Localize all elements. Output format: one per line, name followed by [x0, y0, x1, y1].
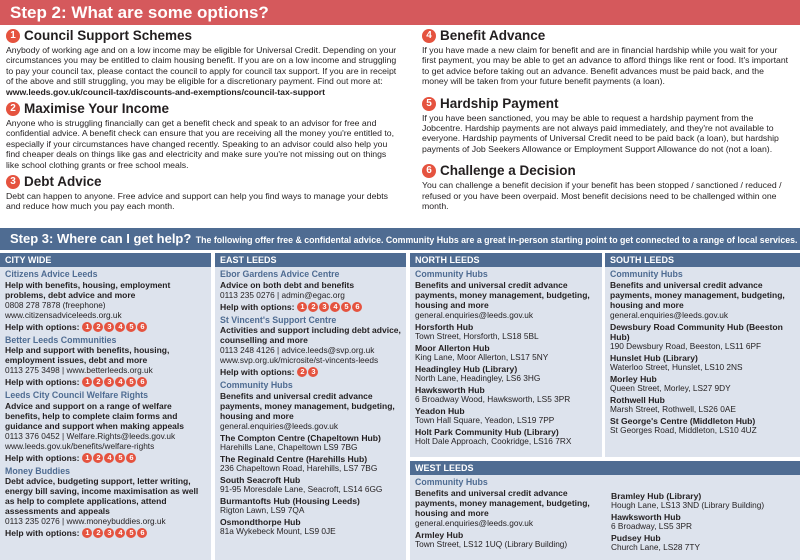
south-leeds-list [605, 267, 800, 436]
west-leeds-left [410, 475, 606, 554]
region-header: CITY WIDE [0, 253, 211, 267]
hub-name: The Compton Centre (Chapeltown Hub) [220, 432, 381, 443]
option-text: Anyone who is struggling financially can get a benefit check and speak to an advisor for free and confidential advice. A benefit check can ensure that you are receiving all the money you're entitled to, especially if your circumstances have changed recently. Speaking to an advisor could also help you find cheaper deals on things like gas and electricity and make sure you're not missing out on things like school clothing grants or free school meals. [6, 118, 395, 170]
help-with-options [5, 527, 206, 539]
hub-address: Rigton Lawn, LS9 7QA [220, 505, 305, 516]
hub-name: Headingley Hub (Library) [415, 363, 518, 374]
hub-address: Town Hall Square, Yeadon, LS19 7PP [415, 415, 555, 426]
hub-name: Moor Allerton Hub [415, 342, 490, 353]
community-hub [415, 406, 597, 426]
community-hub [220, 475, 401, 495]
option-badge: 2 [93, 528, 103, 538]
organisation-contact: 0113 376 0452 | Welfare.Rights@leeds.gov.uk [5, 430, 176, 441]
hub-name: Horsforth Hub [415, 321, 474, 332]
organisation-description: Help with benefits, housing, employment problems, debt advice and more [5, 279, 171, 300]
organisation-entry [415, 269, 597, 320]
north-leeds-panel [410, 253, 602, 457]
option-badge: 5 [126, 377, 136, 387]
option-badge: 5 [341, 302, 351, 312]
hub-address: 6 Broadway Wood, Hawksworth, LS5 3PR [415, 394, 571, 405]
help-with-label: Help with options: [5, 377, 80, 387]
north-leeds-list [410, 267, 602, 447]
organisation-contact: 0113 248 4126 | advice.leeds@svp.org.uk [220, 345, 375, 355]
organisation-contact: 0113 235 0276 | admin@egac.org [220, 289, 345, 300]
option-badge: 1 [82, 377, 92, 387]
organisation-description: Help and support with benefits, housing, employment issues, debt and more [5, 345, 170, 365]
organisation-description: Activities and support including debt advice, counselling and more [220, 325, 401, 345]
hub-address: Queen Street, Morley, LS27 9DY [610, 383, 731, 394]
hub-name: St George's Centre (Middleton Hub) [610, 416, 756, 427]
organisation-contact: 0808 278 7878 (freephone) [5, 299, 106, 310]
option-text: Anybody of working age and on a low income may be eligible for Universal Credit. Depending on your circumstances you may be entitled to claim housing benefit. If you are on a low income and struggling to pay your council tax, please contact the council to apply for council tax support. If you are in receipt of the above and still struggling, you may be eligible for a discretionary payment. Find out more at: [6, 45, 397, 87]
option-badge: 5 [126, 322, 136, 332]
organisation-description: Benefits and universal credit advance payments, money management, budgeting, housing and more [610, 279, 785, 310]
organisation-name: Better Leeds Communities [5, 334, 117, 345]
hub-address: Church Lane, LS28 7TY [611, 542, 701, 553]
organisation-entry [5, 390, 206, 464]
hub-name: Armley Hub [415, 529, 464, 540]
organisation-description: Benefits and universal credit advance payments, money management, budgeting, housing and more [415, 279, 590, 310]
option-badge: 1 [297, 302, 307, 312]
region-header: WEST LEEDS [410, 461, 800, 475]
option-badge: 3 [104, 322, 114, 332]
organisation-name: Leeds City Council Welfare Rights [5, 390, 149, 400]
option-badge: 2 [297, 367, 307, 377]
hub-name: Pudsey Hub [611, 533, 661, 544]
option-title-text: Benefit Advance [440, 28, 546, 43]
hub-name: Burmantofts Hub (Housing Leeds) [220, 495, 360, 506]
hub-address: 81a Wykebeck Mount, LS9 0JE [220, 526, 336, 537]
option-link[interactable]: www.leeds.gov.uk/council-tax/discounts-and-exemptions/council-tax-support [6, 86, 326, 97]
option-badge: 6 [137, 377, 147, 387]
community-hub [220, 517, 401, 537]
option-text: Debt can happen to anyone. Free advice and support can help you find ways to manage your debts and reduce how much you pay each month. [6, 191, 389, 212]
community-hub [610, 395, 795, 415]
hub-address: Holt Dale Approach, Cookridge, LS16 7RX [415, 436, 572, 447]
hub-name: Hawksworth Hub [611, 512, 681, 523]
option-badge: 1 [82, 528, 92, 538]
option-1 [6, 28, 401, 97]
help-with-label: Help with options: [5, 321, 80, 332]
option-badge: 4 [330, 302, 340, 312]
city-wide-list [0, 267, 211, 539]
option-title [6, 174, 401, 190]
option-number-badge: 5 [422, 97, 436, 111]
option-badge: 5 [126, 528, 136, 538]
help-with-options [220, 301, 401, 313]
hub-address: Harehills Lane, Chapeltown LS9 7BG [220, 441, 358, 452]
help-with-label: Help with options: [5, 528, 80, 538]
option-badge: 3 [104, 528, 114, 538]
community-hub [415, 385, 597, 405]
organisation-name: Community Hubs [220, 380, 293, 390]
organisation-name: Money Buddies [5, 465, 71, 476]
community-hub [611, 533, 795, 553]
community-hub [415, 343, 597, 363]
hub-address: Town Street, Horsforth, LS18 5BL [415, 330, 539, 341]
help-with-options [5, 321, 206, 333]
region-header: EAST LEEDS [215, 253, 406, 267]
help-with-options [5, 452, 206, 464]
option-badge: 3 [319, 302, 329, 312]
option-badge: 2 [93, 453, 103, 463]
community-hub [611, 512, 795, 532]
organisation-entry [415, 477, 601, 528]
organisation-description: Advice on both debt and benefits [220, 279, 355, 290]
hub-address: Waterloo Street, Hunslet, LS10 2NS [610, 362, 743, 373]
organisation-name: Ebor Gardens Advice Centre [220, 269, 340, 279]
option-title [6, 28, 401, 44]
option-number-badge: 4 [422, 29, 436, 43]
hub-name: South Seacroft Hub [220, 474, 301, 485]
west-leeds-columns [410, 475, 800, 554]
help-with-options [5, 376, 206, 388]
option-badge: 2 [93, 377, 103, 387]
option-badge: 6 [352, 302, 362, 312]
organisation-contact: general.enquiries@leeds.gov.uk [415, 517, 534, 528]
east-leeds-panel [215, 253, 406, 560]
organisation-contact: www.citizensadviceleeds.org.uk [5, 309, 122, 320]
option-title-text: Maximise Your Income [24, 101, 170, 117]
hub-name: Dewsbury Road Community Hub (Beeston Hub) [610, 321, 783, 342]
organisation-entry [5, 466, 206, 540]
hub-name: Hunslet Hub (Library) [610, 352, 698, 363]
organisation-entry [220, 380, 401, 431]
organisation-name: Community Hubs [415, 477, 488, 487]
option-text: If you have been sanctioned, you may be able to request a hardship payment from the Jobcentre. Hardship payments are not always paid immediately, and they're not available to everyone. Hardship payments of Universal Credit need to be paid back (a loan), but hardship payments of Job Seekers Allowance or Employment Support Allowance do not (not a loan). [422, 112, 779, 154]
option-badge: 3 [308, 367, 318, 377]
organisation-contact: www.svp.org.uk/microsite/st-vincents-leeds [220, 355, 379, 365]
option-badge: 6 [137, 528, 147, 538]
community-hub [415, 530, 601, 550]
option-number-badge: 2 [6, 102, 20, 116]
hub-name: The Reginald Centre (Harehills Hub) [220, 453, 368, 464]
community-hub [610, 374, 795, 394]
organisation-description: Advice and support on a range of welfare benefits, help to complete claim forms and guidance and support when making appeals [5, 400, 185, 431]
option-badge: 5 [115, 453, 125, 463]
help-with-options [220, 366, 401, 378]
help-with-label: Help with options: [220, 301, 295, 312]
option-2 [6, 101, 401, 170]
organisation-description: Debt advice, budgeting support, letter writing, energy bill saving, income maximisation as well as help to complete applications, attend assessments and appeals [5, 476, 199, 516]
option-title-text: Challenge a Decision [440, 163, 576, 179]
organisation-contact: general.enquiries@leeds.gov.uk [220, 420, 339, 431]
option-number-badge: 3 [6, 175, 20, 189]
option-badge: 1 [82, 322, 92, 332]
hub-address: 190 Dewsbury Road, Beeston, LS11 6PF [610, 341, 762, 352]
organisation-contact: 0113 235 0276 | www.moneybuddies.org.uk [5, 516, 166, 526]
option-title [6, 101, 401, 117]
option-title [422, 163, 792, 179]
option-badge: 4 [115, 528, 125, 538]
option-badge: 4 [104, 453, 114, 463]
community-hub [220, 433, 401, 453]
organisation-name: Community Hubs [610, 269, 683, 279]
option-text: You can challenge a benefit decision if your benefit has been stopped / sanctioned / reduced / refused or you have been overpaid. Most benefit decisions need to be challenged within one month. [422, 180, 782, 212]
option-title [422, 28, 792, 44]
community-hub [220, 454, 401, 474]
organisation-entry [5, 335, 206, 389]
organisation-contact: general.enquiries@leeds.gov.uk [610, 309, 729, 320]
option-badge: 4 [115, 322, 125, 332]
community-hub [611, 491, 795, 511]
hub-name: Yeadon Hub [415, 405, 465, 416]
organisation-entry [220, 269, 401, 313]
option-number-badge: 1 [6, 29, 20, 43]
hub-address: 236 Chapeltown Road, Harehills, LS7 7BG [220, 462, 378, 473]
hub-name: Rothwell Hub [610, 395, 665, 406]
option-title-text: Debt Advice [24, 174, 102, 190]
step3-heading: Step 3: Where can I get help? The following offer free & confidental advice. Community Hubs are a great in-person starting point to get connected to a range of local services. [0, 228, 800, 250]
community-hub [610, 416, 795, 436]
organisation-description: Benefits and universal credit advance payments, money management, budgeting, housing and more [415, 487, 590, 518]
option-badge: 3 [104, 377, 114, 387]
hub-address: Marsh Street, Rothwell, LS26 0AE [610, 404, 736, 415]
help-with-label: Help with options: [220, 367, 295, 377]
organisation-name: St Vincent's Support Centre [220, 314, 337, 325]
organisation-entry [220, 315, 401, 379]
community-hub [610, 322, 795, 352]
organisation-contact: www.leeds.gov.uk/benefits/welfare-rights [5, 440, 155, 451]
community-hub [220, 496, 401, 516]
organisation-entry [5, 269, 206, 333]
region-header: NORTH LEEDS [410, 253, 602, 267]
hub-address: 6 Broadway, LS5 3PR [611, 521, 693, 532]
option-badge: 6 [137, 322, 147, 332]
community-hub [610, 353, 795, 373]
step2-heading: Step 2: What are some options? [0, 0, 800, 25]
organisation-contact: general.enquiries@leeds.gov.uk [415, 309, 534, 320]
option-text: If you have made a new claim for benefit and are in financial hardship while you wait for your first payment, you may be able to get an advance to afford things like rent or food. It's important to get advice before taking out an advance. Benefit advances must be paid back, and the money will be taken from your future benefit payments (a loan). [422, 45, 789, 87]
option-6 [422, 163, 792, 211]
hub-name: Bramley Hub (Library) [611, 491, 702, 501]
organisation-description: Benefits and universal credit advance payments, money management, budgeting, housing and more [220, 390, 395, 421]
hub-address: King Lane, Moor Allerton, LS17 5NY [415, 351, 549, 362]
option-title-text: Council Support Schemes [24, 28, 193, 43]
option-badge: 1 [82, 453, 92, 463]
south-leeds-panel [605, 253, 800, 457]
option-number-badge: 6 [422, 164, 436, 178]
region-header: SOUTH LEEDS [605, 253, 800, 267]
hub-address: Hough Lane, LS13 3ND (Library Building) [611, 500, 765, 511]
option-badge: 2 [308, 302, 318, 312]
hub-name: Hawksworth Hub [415, 384, 485, 395]
step2-options-right [422, 28, 792, 220]
hub-address: 91-95 Moresdale Lane, Seacroft, LS14 6GG [220, 483, 383, 494]
help-with-label: Help with options: [5, 452, 80, 463]
organisation-name: Community Hubs [415, 269, 488, 279]
community-hub [415, 364, 597, 384]
option-badge: 2 [93, 322, 103, 332]
organisation-contact: 0113 275 3498 | www.betterleeds.org.uk [5, 365, 153, 375]
hub-name: Holt Park Community Hub (Library) [415, 426, 559, 437]
hub-address: Town Street, LS12 1UQ (Library Building) [415, 538, 568, 549]
option-3 [6, 174, 401, 212]
hub-name: Morley Hub [610, 373, 657, 384]
west-leeds-panel [410, 461, 800, 560]
option-4 [422, 28, 792, 87]
option-badge: 4 [115, 377, 125, 387]
community-hub [415, 427, 597, 447]
east-leeds-list [215, 267, 406, 537]
hub-address: North Lane, Headingley, LS6 3HG [415, 372, 541, 383]
community-hub [415, 322, 597, 342]
hub-address: St Georges Road, Middleton, LS10 4UZ [610, 425, 757, 436]
organisation-entry [610, 269, 795, 320]
organisation-name: Citizens Advice Leeds [5, 269, 98, 279]
option-5 [422, 96, 792, 155]
step2-options-left [6, 28, 401, 216]
city-wide-panel [0, 253, 211, 560]
option-title [422, 96, 792, 112]
option-badge: 6 [126, 453, 136, 463]
option-title-text: Hardship Payment [440, 95, 559, 111]
hub-name: Osmondthorpe Hub [220, 516, 301, 527]
west-leeds-right [606, 475, 800, 554]
